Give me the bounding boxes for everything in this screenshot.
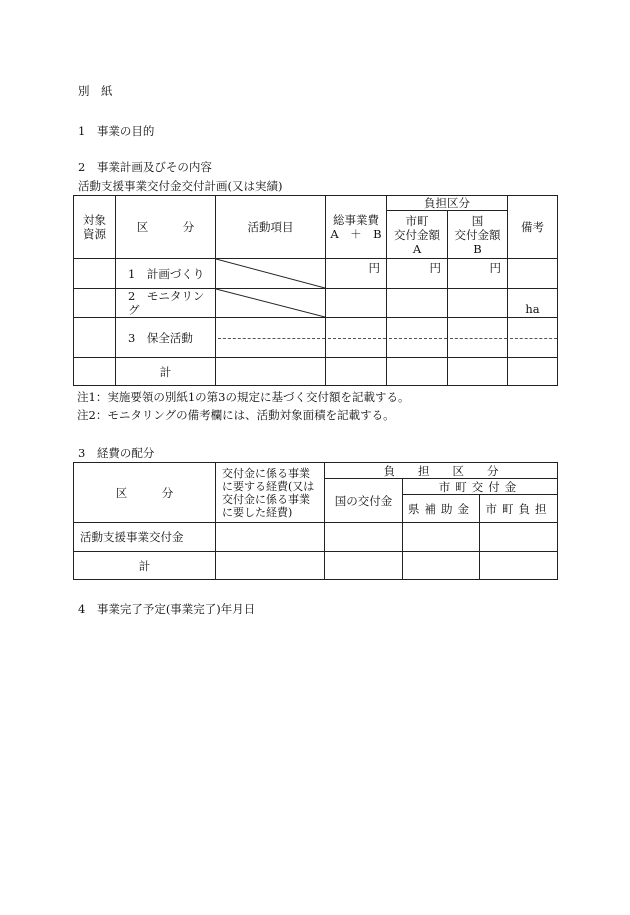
target-resource-cell	[74, 259, 116, 289]
section-3-title: 3 経費の配分	[78, 446, 155, 460]
national-grant-cell	[448, 358, 508, 386]
city-grant-cell	[387, 289, 448, 318]
section-1-title: 1 事業の目的	[78, 124, 155, 138]
table-row	[74, 318, 558, 358]
note-2: 注2：モニタリングの備考欄には、活動対象面積を記載する。	[77, 408, 395, 422]
total-cost-cell	[326, 289, 387, 318]
target-resource-cell	[74, 289, 116, 318]
city-burden-cell	[480, 523, 558, 552]
table-row	[74, 358, 558, 386]
national-grant-cell	[448, 289, 508, 318]
note-1: 注1：実施要領の別紙1の第3の規定に基づく交付額を記載する。	[77, 390, 410, 404]
remark-cell	[508, 358, 558, 386]
header-prefecture-subsidy: 県補助金	[403, 495, 480, 523]
header-city-grant: 市町 交付金額 A	[387, 211, 448, 259]
prefecture-subsidy-cell	[403, 523, 480, 552]
area-unit: ha	[508, 289, 558, 318]
attachment-label: 別 紙	[78, 84, 113, 98]
section-4-title: 4 事業完了予定(事業完了)年月日	[78, 602, 256, 616]
section-2-subtitle: 活動支援事業交付金交付計画(又は実績)	[78, 179, 283, 193]
national-grant-unit: 円	[448, 259, 508, 289]
total-cost-cell	[326, 358, 387, 386]
related-cost-cell	[216, 552, 325, 580]
row-category: 1 計画づくり	[116, 259, 216, 289]
row-category-total: 計	[74, 552, 216, 580]
table-row	[74, 259, 558, 289]
diagonal-cell	[216, 289, 326, 318]
activity-item-cell	[216, 358, 326, 386]
header-burden: 負 担 区 分	[325, 463, 558, 479]
table-row	[74, 523, 558, 552]
total-cost-unit: 円	[326, 259, 387, 289]
section-2-title: 2 事業計画及びその内容	[78, 160, 212, 174]
city-burden-cell	[480, 552, 558, 580]
grant-plan-table	[73, 195, 558, 386]
national-grant-cell	[325, 523, 403, 552]
dashed-cell	[387, 318, 448, 358]
dashed-cell	[326, 318, 387, 358]
row-category-total: 計	[116, 358, 216, 386]
cost-allocation-table	[73, 462, 558, 580]
table-row	[74, 289, 558, 318]
row-category: 活動支援事業交付金	[74, 523, 216, 552]
diagonal-line	[216, 259, 325, 288]
target-resource-cell	[74, 318, 116, 358]
header-activity-item: 活動項目	[216, 196, 326, 259]
table-row	[74, 552, 558, 580]
header-category: 区 分	[116, 196, 216, 259]
header-city-burden: 市町負担	[480, 495, 558, 523]
row-category: 3 保全活動	[116, 318, 216, 358]
header-city-grant: 市町交付金	[403, 479, 558, 495]
national-grant-cell	[325, 552, 403, 580]
diagonal-line	[216, 289, 325, 317]
dashed-cell	[508, 318, 558, 358]
header-burden: 負担区分	[387, 196, 508, 211]
dashed-cell	[448, 318, 508, 358]
header-total-cost: 総事業費 A ＋ B	[326, 196, 387, 259]
header-national-grant: 国の交付金	[325, 479, 403, 523]
remark-cell	[508, 259, 558, 289]
city-grant-cell	[387, 358, 448, 386]
dashed-cell	[216, 318, 326, 358]
header-remarks: 備考	[508, 196, 558, 259]
target-resource-cell	[74, 358, 116, 386]
header-target-resource: 対象 資源	[74, 196, 116, 259]
city-grant-unit: 円	[387, 259, 448, 289]
related-cost-cell	[216, 523, 325, 552]
diagonal-cell	[216, 259, 326, 289]
prefecture-subsidy-cell	[403, 552, 480, 580]
header-related-cost: 交付金に係る事業 に要する経費(又は 交付金に係る事業 に要した経費)	[216, 463, 325, 523]
row-category: 2 モニタリング	[116, 289, 216, 318]
header-national-grant: 国 交付金額 B	[448, 211, 508, 259]
header-category: 区 分	[74, 463, 216, 523]
